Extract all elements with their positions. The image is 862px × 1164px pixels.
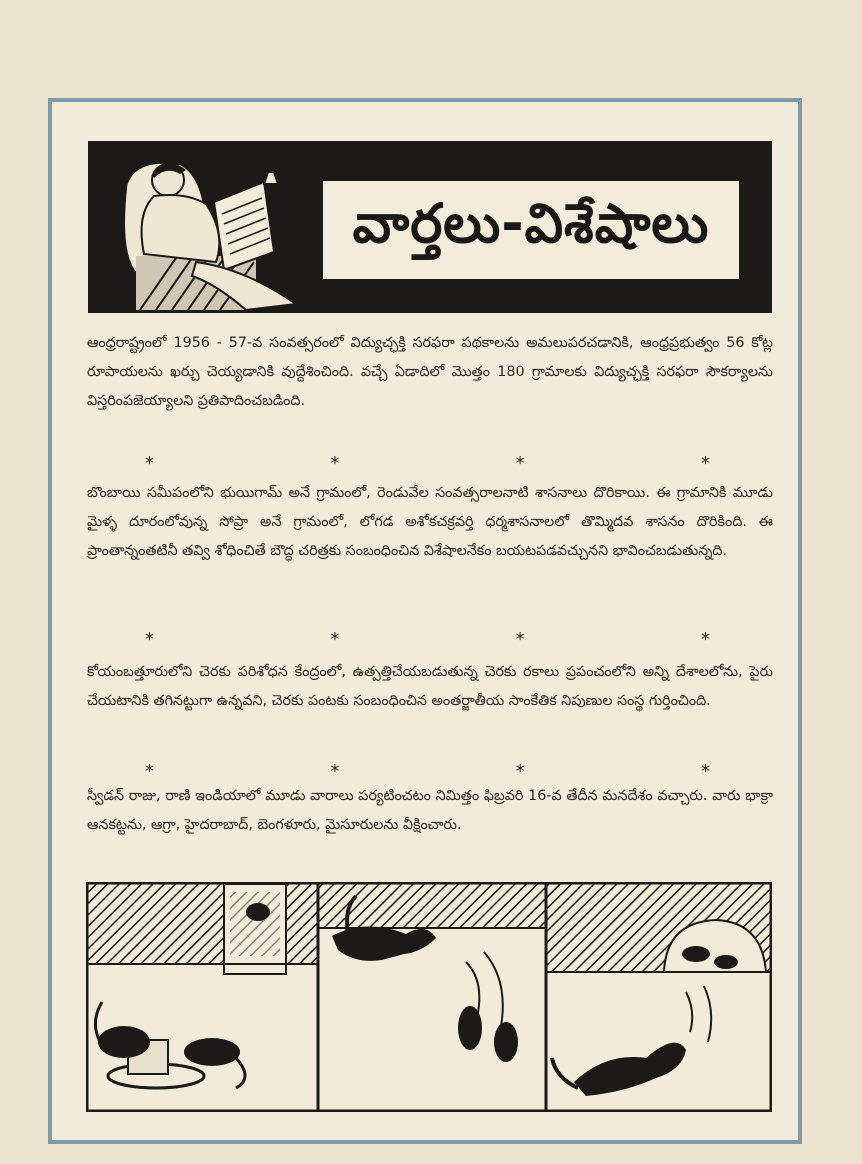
separator-star: * bbox=[330, 761, 340, 782]
separator-star: * bbox=[700, 453, 710, 474]
article-power-supply: ఆంధ్రరాష్ట్రంలో 1956 - 57-వ సంవత్సరంలో విద్యుచ్ఛక్తి సరఫరా పథకాలను అమలుపరచడానికి, ఆంధ్రప్రభుత్వం 56 కోట్ల రూపాయలను ఖర్చు చెయ్యడానికి వుద్దేశించింది. వచ్చే ఏడాదిలో మొత్తం 180 గ్రామాలకు విద్యుచ్ఛక్తి సరఫరా సౌకర్యాలను విస్తరింపజెయ్యాలని ప్రతిపాదించబడింది. bbox=[87, 335, 773, 409]
separator-stars bbox=[145, 630, 710, 650]
separator-star: * bbox=[330, 453, 340, 474]
separator-star: * bbox=[145, 761, 154, 782]
separator-star: * bbox=[145, 453, 154, 474]
separator-stars bbox=[145, 454, 710, 474]
separator-star: * bbox=[515, 761, 525, 782]
cartoon-strip bbox=[86, 882, 772, 1112]
separator-star: * bbox=[330, 629, 340, 650]
separator-star: * bbox=[700, 629, 710, 650]
title-box bbox=[323, 181, 739, 279]
article-inscriptions: బొంబాయి సమీపంలోని భుయిగామ్ అనే గ్రామంలో, రెండువేల సంవత్సరాలనాటి శాసనాలు దొరికాయి. ఈ గ్రామానికి మూడు మైళ్ళ దూరంలోవున్న సోప్రా అనే గ్రామంలో, లోగడ అశోకచక్రవర్తి ధర్మశాసనాలలో తొమ్మిదవ శాసనం దొరికింది. ఈ ప్రాంతాన్నంతటినీ తవ్వి శోధించితే బౌద్ధ చరిత్రకు సంబంధించిన విశేషాలనేకం బయటపడవచ్చునని భావించబడుతున్నది. bbox=[87, 485, 773, 559]
separator-star: * bbox=[515, 629, 525, 650]
separator-star: * bbox=[145, 629, 154, 650]
separator-star: * bbox=[700, 761, 710, 782]
separator-star: * bbox=[515, 453, 525, 474]
man-reading-newspaper-icon bbox=[96, 144, 306, 310]
separator-stars bbox=[145, 762, 710, 782]
article-sugarcane: కోయంబత్తూరులోని చెరకు పరిశోధన కేంద్రంలో, ఉత్పత్తిచేయబడుతున్న చెరకు రకాలు ప్రపంచంలోని అన్ని దేశాలలోను, పైరు చేయటానికి తగినట్టుగా ఉన్నవని, చెరకు పంటకు సంబంధించిన అంతర్జాతీయ సాంకేతిక నిపుణుల సంస్థ గుర్తించింది. bbox=[87, 664, 773, 709]
page-title: వార్తలు-విశేషాలు bbox=[352, 191, 710, 255]
article-royal-visit: స్వీడన్ రాజు, రాణి ఇండియాలో మూడు వారాలు పర్యటించటం నిమిత్తం ఫిబ్రవరి 16-వ తేదీన మనదేశం వచ్చారు. వారు భాక్రా ఆనకట్టను, ఆగ్రా, హైదరాబాద్, బెంగళూరు, మైసూరులను వీక్షించారు. bbox=[87, 788, 773, 833]
